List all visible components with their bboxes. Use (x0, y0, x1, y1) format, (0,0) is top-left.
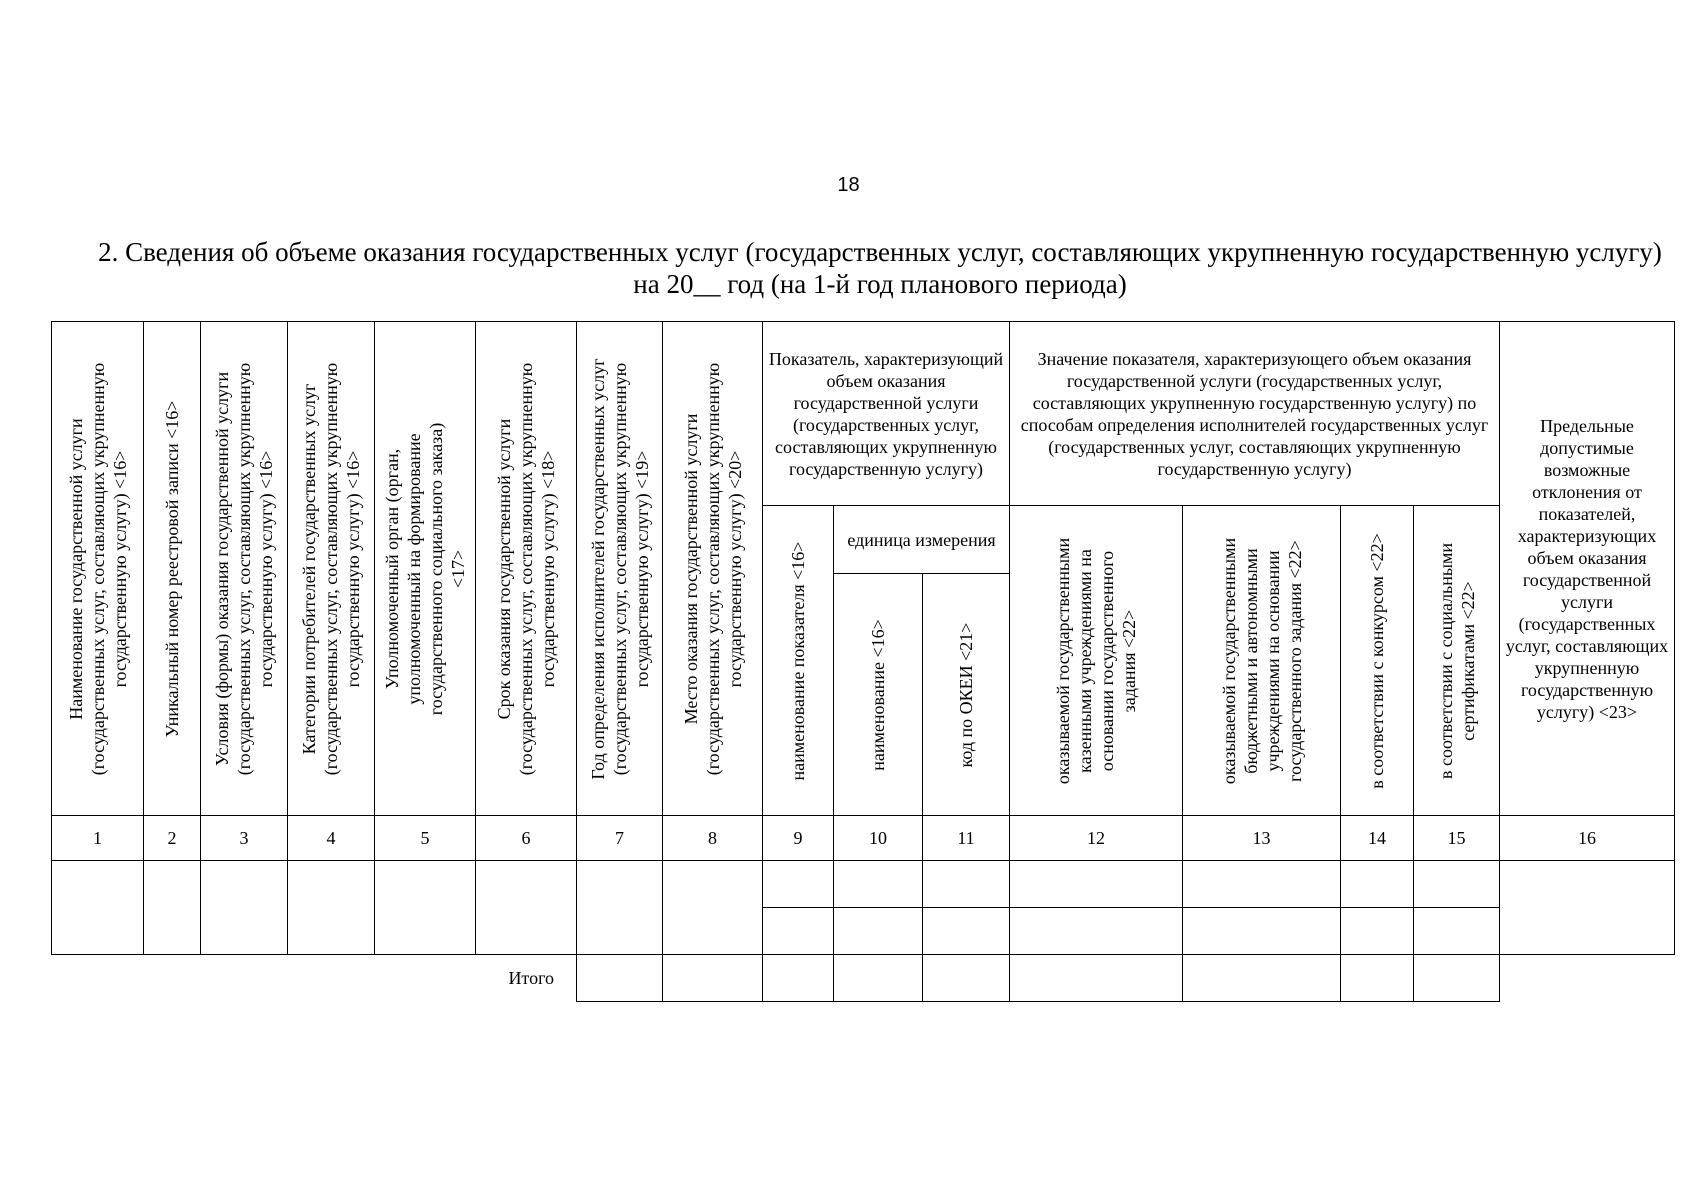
total-cell[interactable] (1183, 955, 1341, 1002)
data-cell[interactable] (763, 908, 834, 955)
header-col-15: в соответствии с социальными сертификатами <22> (1414, 506, 1500, 816)
header-unit-group: единица измерения (834, 506, 1010, 574)
data-cell[interactable] (923, 908, 1010, 955)
data-cell[interactable] (1414, 861, 1500, 908)
column-number: 12 (1010, 816, 1183, 861)
data-cell[interactable] (1010, 861, 1183, 908)
data-cell[interactable] (1183, 861, 1341, 908)
data-cell[interactable] (375, 861, 476, 955)
header-col-5: Уполномоченный орган (орган, уполномоченный на формирование государственного социального заказа) <17> (375, 322, 476, 816)
column-number: 11 (923, 816, 1010, 861)
column-number: 2 (144, 816, 201, 861)
total-cell[interactable] (763, 955, 834, 1002)
header-col-7: Год определения исполнителей государственных услуг (государственных услуг, составляющих укрупненную государственную услугу) <19> (577, 322, 663, 816)
volume-table (51, 321, 1675, 1002)
data-cell[interactable] (1341, 908, 1414, 955)
total-cell[interactable] (834, 955, 923, 1002)
header-col-1: Наименование государственной услуги (государственных услуг, составляющих укрупненную государственную услугу) <16> (52, 322, 144, 816)
header-value-group: Значение показателя, характеризующего объем оказания государственной услуги (государственных услуг, составляющих укрупненную государственную услугу) по способам определения исполнителей государственных услуг (государственных услуг, составляющих укрупненную государственную услугу) (1010, 322, 1500, 506)
column-number: 13 (1183, 816, 1341, 861)
total-row (52, 955, 1675, 1002)
column-number: 10 (834, 816, 923, 861)
column-number: 15 (1414, 816, 1500, 861)
header-col-4: Категории потребителей государственных услуг (государственных услуг, составляющих укрупненную государственную услугу) <16> (288, 322, 375, 816)
data-cell[interactable] (144, 861, 201, 955)
data-cell[interactable] (834, 861, 923, 908)
total-cell[interactable] (923, 955, 1010, 1002)
data-cell[interactable] (52, 861, 144, 955)
column-number: 14 (1341, 816, 1414, 861)
page-number: 18 (837, 174, 860, 196)
data-cell[interactable] (476, 861, 577, 955)
total-cell[interactable] (1341, 955, 1414, 1002)
data-cell[interactable] (663, 861, 763, 955)
section-heading: 2. Сведения об объеме оказания государственных услуг (государственных услуг, составляющих укрупненную государственную услугу) на 20__ год (на 1-й год планового периода) (98, 237, 1662, 299)
data-cell[interactable] (923, 861, 1010, 908)
header-col-9: наименование показателя <16> (763, 506, 834, 816)
column-number: 16 (1500, 816, 1675, 861)
total-cell[interactable] (1414, 955, 1500, 1002)
column-number: 1 (52, 816, 144, 861)
header-col-14: в соответствии с конкурсом <22> (1341, 506, 1414, 816)
header-col-6: Срок оказания государственной услуги (государственных услуг, составляющих укрупненную государственную услугу) <18> (476, 322, 577, 816)
data-cell[interactable] (288, 861, 375, 955)
data-cell[interactable] (763, 861, 834, 908)
column-number: 7 (577, 816, 663, 861)
data-cell[interactable] (834, 908, 923, 955)
column-number: 6 (476, 816, 577, 861)
header-col-10: наименование <16> (834, 574, 923, 816)
data-row (52, 861, 1675, 908)
total-cell[interactable] (663, 955, 763, 1002)
column-number: 8 (663, 816, 763, 861)
header-col-12: оказываемой государственными казенными учреждениями на основании государственного задания <22> (1010, 506, 1183, 816)
header-indicator-group: Показатель, характеризующий объем оказания государственной услуги (государственных услуг, составляющих укрупненную государственную услугу) (763, 322, 1010, 506)
header-col-8: Место оказания государственной услуги (государственных услуг, составляющих укрупненную государственную услугу) <20> (663, 322, 763, 816)
header-col-2: Уникальный номер реестровой записи <16> (144, 322, 201, 816)
header-col-16: Предельные допустимые возможные отклонения от показателей, характеризующих объем оказания государственной услуги (государственных услуг, составляющих укрупненную государственную услугу) <23> (1500, 322, 1675, 816)
header-col-11: код по ОКЕИ <21> (923, 574, 1010, 816)
column-number: 9 (763, 816, 834, 861)
header-col-13: оказываемой государственными бюджетными и автономными учреждениями на основании государственного задания <22> (1183, 506, 1341, 816)
column-number: 5 (375, 816, 476, 861)
data-cell[interactable] (1183, 908, 1341, 955)
data-cell[interactable] (1500, 861, 1675, 955)
column-number: 4 (288, 816, 375, 861)
total-cell[interactable] (577, 955, 663, 1002)
total-cell[interactable] (1010, 955, 1183, 1002)
total-label: Итого (508, 968, 554, 989)
data-cell[interactable] (201, 861, 288, 955)
data-cell[interactable] (577, 861, 663, 955)
data-cell[interactable] (1010, 908, 1183, 955)
empty-cell (1500, 955, 1675, 1002)
data-cell[interactable] (1414, 908, 1500, 955)
column-number: 3 (201, 816, 288, 861)
column-numbers-row (52, 816, 1675, 861)
header-col-3: Условия (формы) оказания государственной услуги (государственных услуг, составляющих укрупненную государственную услугу) <16> (201, 322, 288, 816)
data-cell[interactable] (1341, 861, 1414, 908)
